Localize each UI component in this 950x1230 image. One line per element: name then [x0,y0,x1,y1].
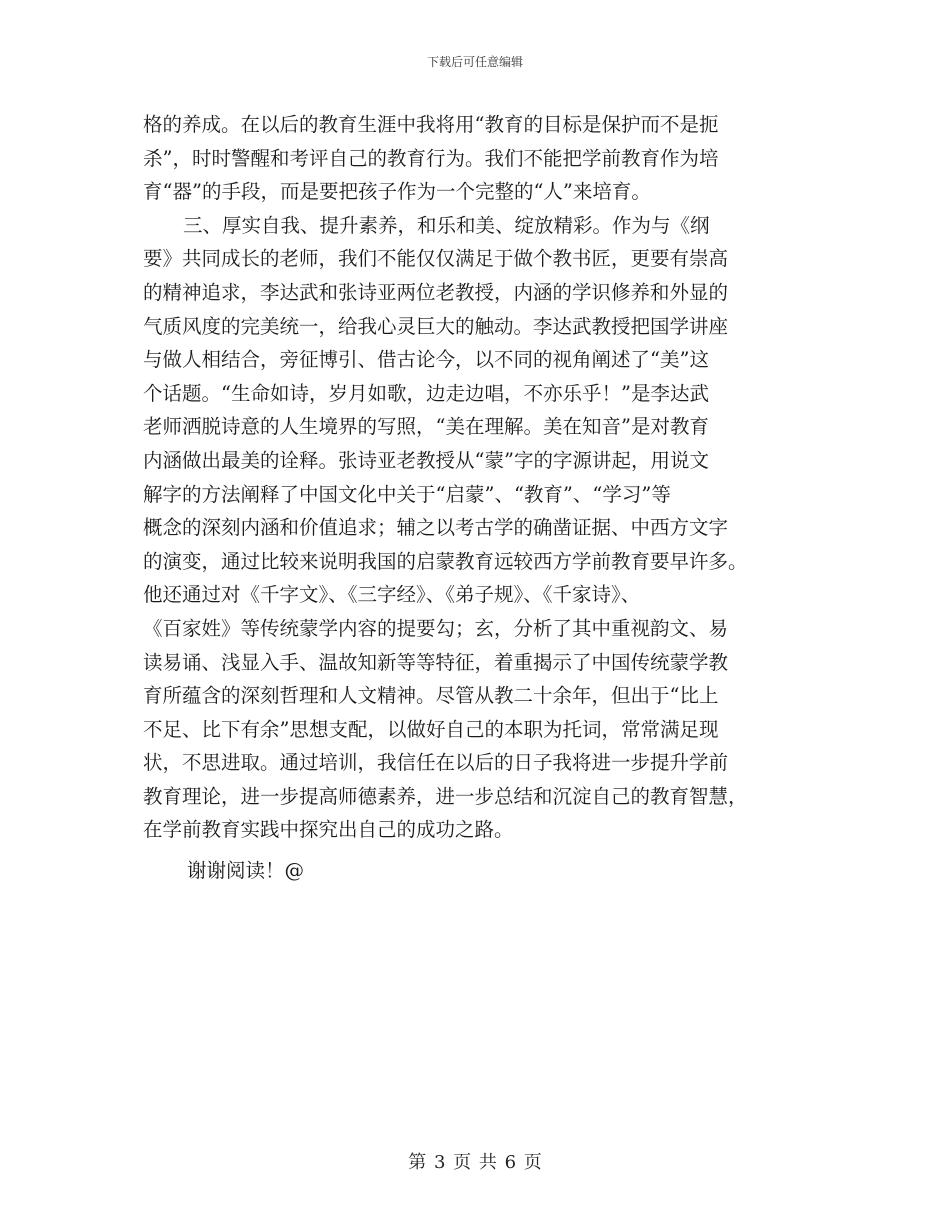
page-number: 第 3 页 共 6 页 [408,1152,542,1173]
text-line: 育“器”的手段，而是要把孩子作为一个完整的“人”来培育。 [143,180,651,204]
text-line: 状，不思进取。通过培训，我信任在以后的日子我将进一步提升学前 [143,751,729,775]
text-line: 他还通过对《千字文》、《三字经》、《弟子规》、《千家诗》、 [143,583,641,607]
text-line: 杀”，时时警醒和考评自己的教育行为。我们不能把学前教育作为培 [143,146,719,170]
text-line: 不足、比下有余”思想支配，以做好自己的本职为托词，常常满足现 [143,717,719,741]
text-line: 气质风度的完美统一，给我心灵巨大的触动。李达武教授把国学讲座 [143,314,729,338]
closing-line: 谢谢阅读！@ [187,859,305,883]
text-line: 的演变，通过比较来说明我国的启蒙教育远较西方学前教育要早许多。 [143,549,748,573]
text-line: 教育理论，进一步提高师德素养，进一步总结和沉淀自己的教育智慧， [143,784,748,808]
text-line: 概念的深刻内涵和价值追求；辅之以考古学的确凿证据、中西方文字 [143,516,729,540]
text-line: 的精神追求，李达武和张诗亚两位老教授，内涵的学识修养和外显的 [143,280,729,304]
text-line: 《百家姓》等传统蒙学内容的提要勾；玄，分析了其中重视韵文、易 [143,616,729,640]
text-line: 个话题。“生命如诗，岁月如歌，边走边唱，不亦乐乎！”是李达武 [143,381,709,405]
text-line: 育所蕴含的深刻哲理和人文精神。尽管从教二十余年，但出于“比上 [143,684,719,708]
text-line: 在学前教育实践中探究出自己的成功之路。 [143,818,514,842]
text-line: 解字的方法阐释了中国文化中关于“启蒙”、“教育”、“学习”等 [143,482,671,506]
text-line: 格的养成。在以后的教育生涯中我将用“教育的目标是保护而不是扼 [143,113,719,136]
page-header: 下载后可任意编辑 [426,55,523,69]
paragraph-start-line: 三、厚实自我、提升素养，和乐和美、绽放精彩。作为与《纲 [183,213,710,237]
text-line: 老师洒脱诗意的人生境界的写照，“美在理解。美在知音”是对教育 [143,415,709,439]
text-line: 读易诵、浅显入手、温故知新等等特征，着重揭示了中国传统蒙学教 [143,650,729,674]
text-line: 要》共同成长的老师，我们不能仅仅满足于做个教书匠，更要有崇高 [143,247,729,271]
document-body [143,108,803,888]
text-line: 与做人相结合，旁征博引、借古论今，以不同的视角阐述了“美”这 [143,348,709,372]
text-line: 内涵做出最美的诠释。张诗亚老教授从“蒙”字的字源讲起，用说文 [143,448,709,472]
